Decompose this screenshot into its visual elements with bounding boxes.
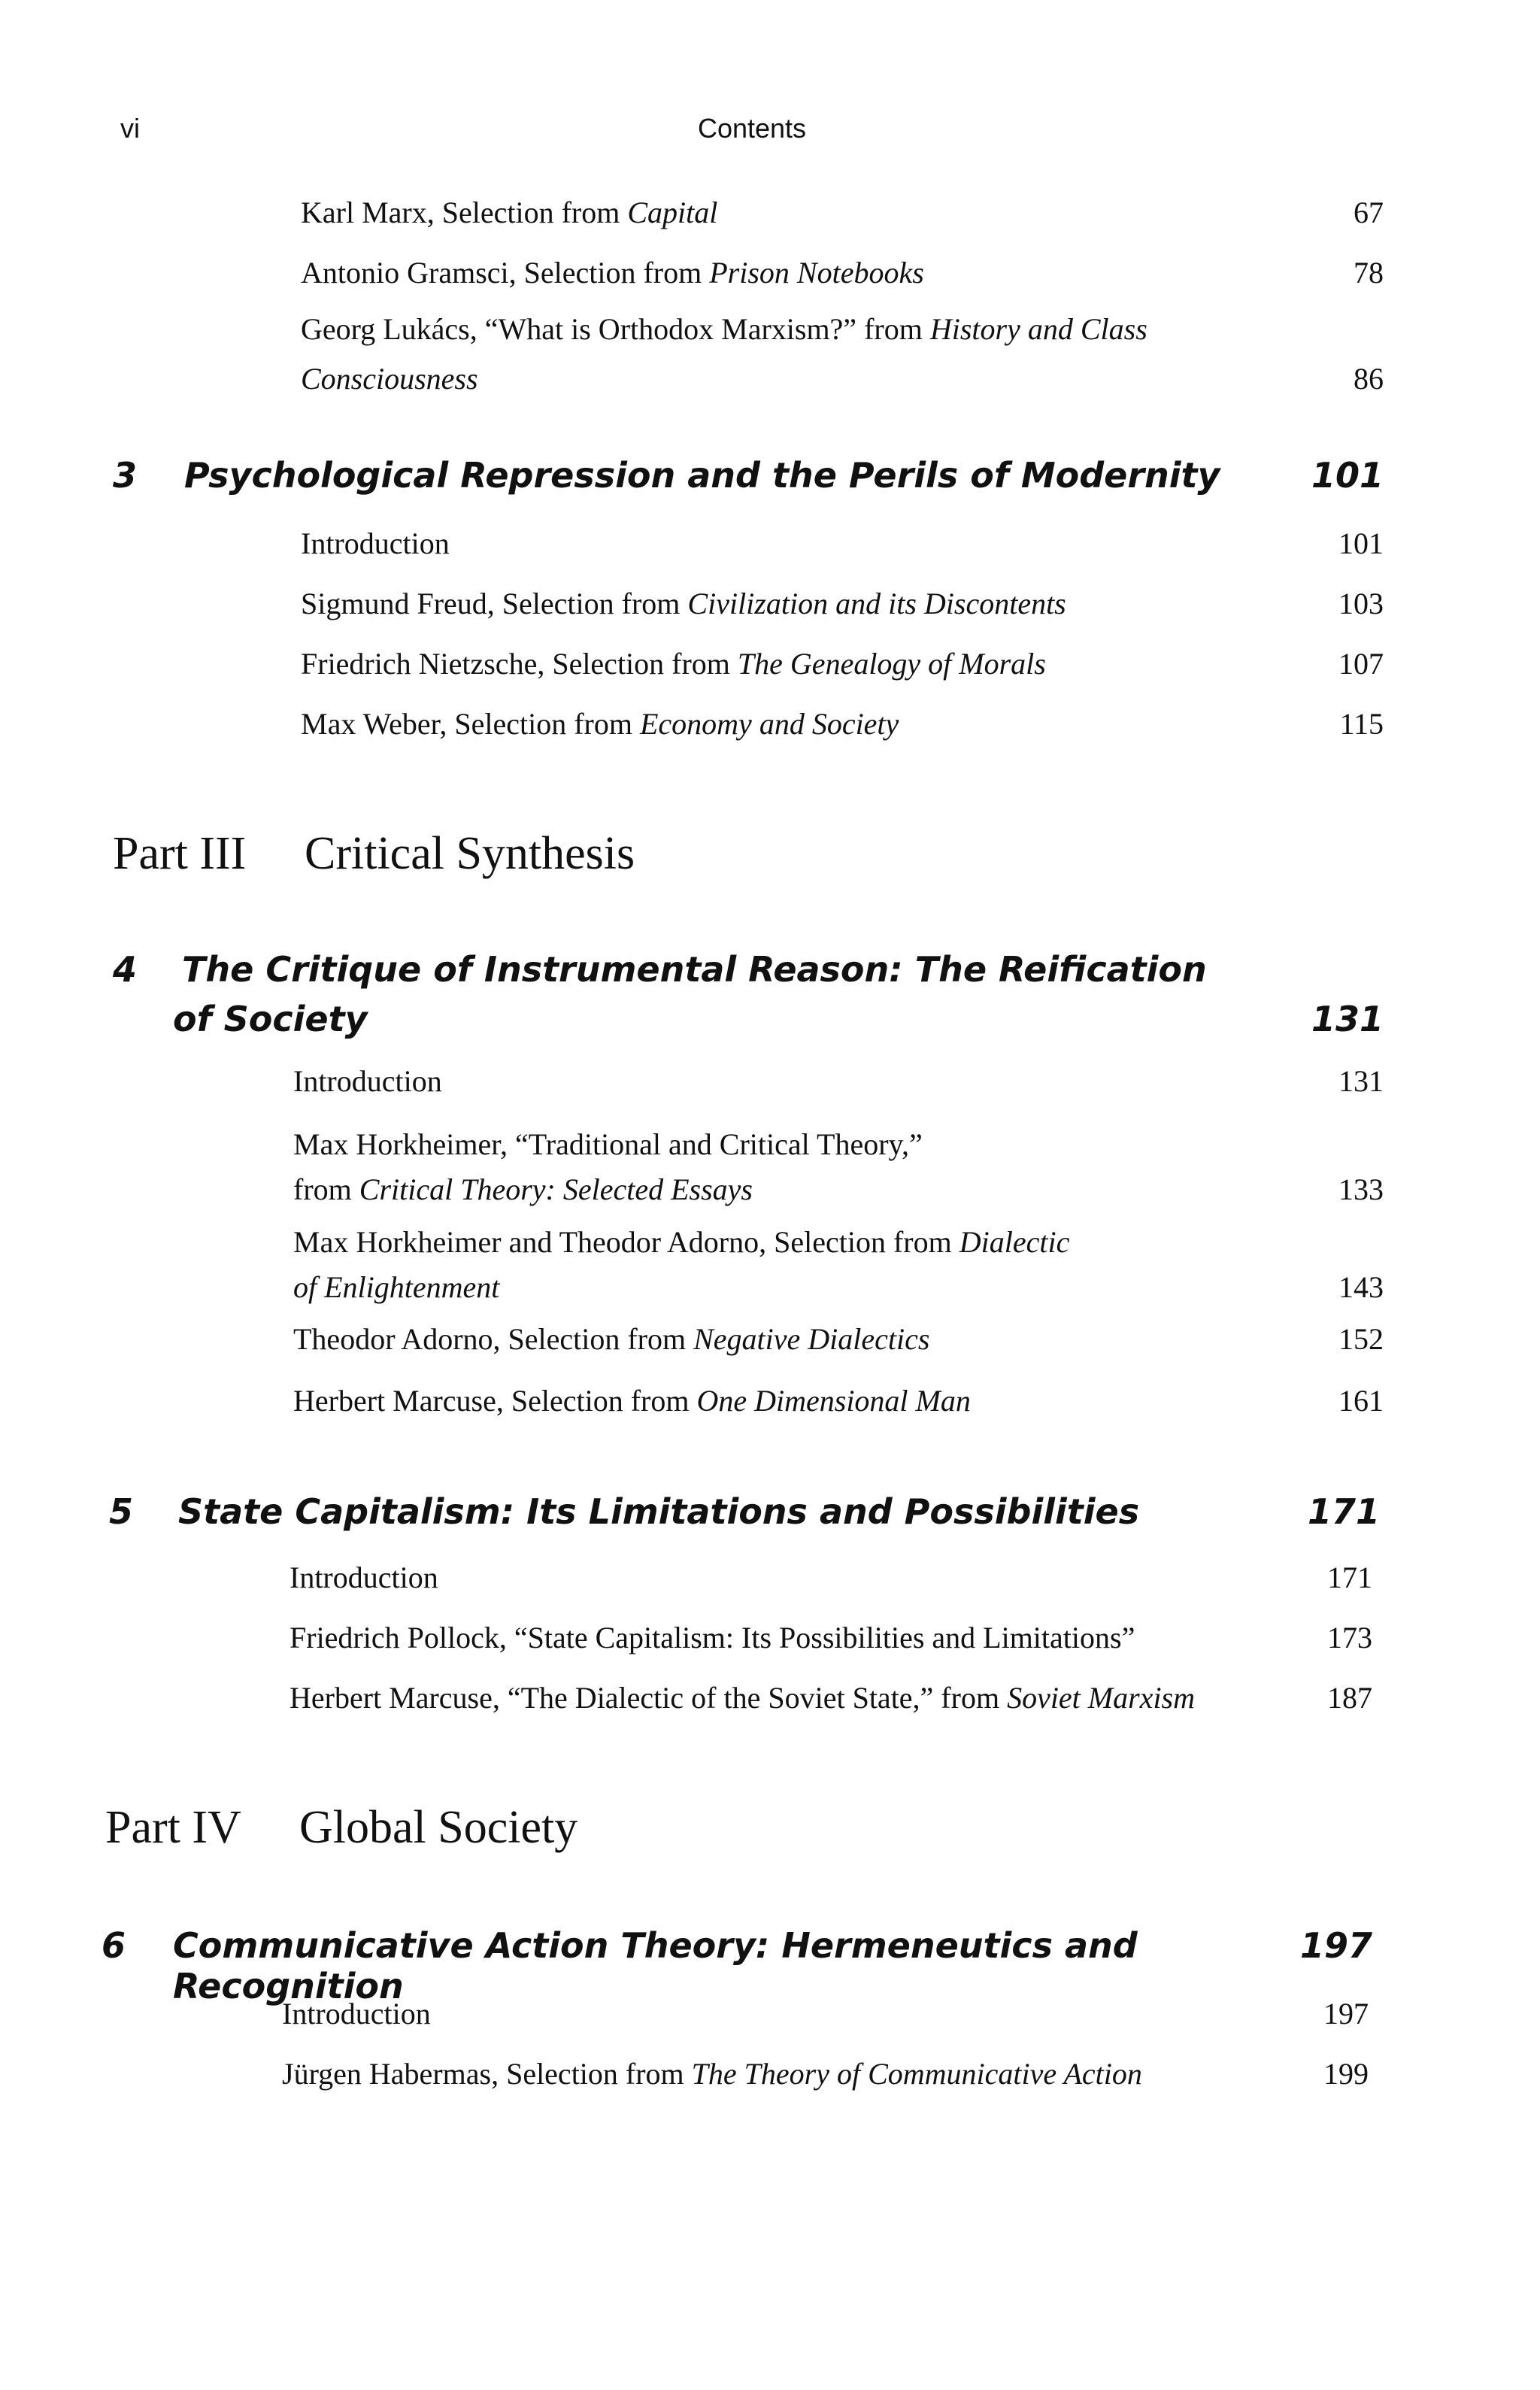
chapter-number: 5 <box>109 1491 134 1532</box>
entry-page: 78 <box>1354 256 1384 290</box>
entry-work: Civilization and its Discontents <box>687 587 1066 620</box>
toc-entry[interactable] <box>293 1057 1384 1106</box>
entry-page: 131 <box>1338 1064 1384 1098</box>
entry-page: 152 <box>1338 1322 1384 1356</box>
entry-work: The Genealogy of Morals <box>737 647 1046 681</box>
entry-author: Friedrich Pollock, “State Capitalism: Its Possibilities and Limitations” <box>290 1621 1135 1654</box>
part-title: Global Society <box>299 1802 578 1853</box>
entry-author: Georg Lukács, “What is Orthodox Marxism?” from <box>301 312 930 346</box>
entry-work: Soviet Marxism <box>1007 1681 1196 1715</box>
entry-author: Jürgen Habermas, Selection from <box>282 2057 692 2091</box>
entry-page: 187 <box>1327 1681 1372 1715</box>
entry-author: Introduction <box>290 1560 438 1594</box>
entry-author: Introduction <box>301 526 450 560</box>
toc-entry[interactable] <box>282 2049 1369 2099</box>
toc-entry[interactable] <box>293 1376 1384 1426</box>
toc-entry[interactable] <box>301 305 1384 404</box>
part-title: Critical Synthesis <box>305 828 635 879</box>
toc-entry[interactable] <box>301 639 1384 689</box>
toc-entry[interactable] <box>282 1989 1369 2039</box>
entry-page: 173 <box>1327 1621 1372 1654</box>
chapter-page: 101 <box>1311 455 1384 496</box>
toc-entry[interactable] <box>290 1613 1372 1663</box>
entry-work-continued: Consciousness <box>301 362 478 396</box>
entry-page: 197 <box>1323 1997 1369 2031</box>
entry-work: Capital <box>627 196 718 229</box>
entry-page: 86 <box>1354 362 1384 396</box>
chapter-heading[interactable] <box>109 1491 1380 1536</box>
entry-page: 115 <box>1339 707 1384 741</box>
chapter-heading[interactable] <box>113 455 1384 500</box>
part-heading <box>105 1801 1384 1861</box>
entry-work: Negative Dialectics <box>693 1322 930 1356</box>
entry-page: 103 <box>1338 587 1384 620</box>
entry-author: Theodor Adorno, Selection from <box>293 1322 694 1356</box>
toc-entry[interactable] <box>301 579 1384 629</box>
toc-entry[interactable] <box>293 1220 1384 1310</box>
entry-work: Economy and Society <box>639 707 899 741</box>
entry-author: Herbert Marcuse, “The Dialectic of the Soviet State,” from <box>290 1681 1008 1715</box>
chapter-number: 4 <box>113 949 138 990</box>
toc-entry[interactable] <box>293 1315 1384 1364</box>
entry-page: 133 <box>1338 1172 1384 1206</box>
entry-page: 101 <box>1338 526 1384 560</box>
chapter-title: Psychological Repression and the Perils of Modernity <box>184 455 1220 496</box>
entry-work: Dialectic <box>959 1225 1070 1259</box>
toc-entry[interactable] <box>290 1553 1372 1603</box>
entry-work: Critical Theory: Selected Essays <box>359 1172 753 1206</box>
chapter-title-continued: of Society <box>173 999 368 1039</box>
entry-author: Herbert Marcuse, Selection from <box>293 1384 697 1418</box>
toc-entry[interactable] <box>301 248 1384 298</box>
chapter-title: Communicative Action Theory: Hermeneutics and Recognition <box>173 1925 1138 2006</box>
entry-author: Antonio Gramsci, Selection from <box>301 256 710 290</box>
entry-page: 143 <box>1338 1270 1384 1304</box>
entry-author: Friedrich Nietzsche, Selection from <box>301 647 738 681</box>
toc-entry[interactable] <box>301 519 1384 569</box>
chapter-heading[interactable] <box>113 949 1384 1047</box>
toc-entry[interactable] <box>290 1673 1372 1723</box>
chapter-page: 171 <box>1307 1491 1380 1532</box>
page-number: vi <box>120 113 140 144</box>
entry-work: History and Class <box>929 312 1147 346</box>
chapter-title: State Capitalism: Its Limitations and Possibilities <box>178 1491 1140 1532</box>
entry-work: Prison Notebooks <box>709 256 924 290</box>
entry-author: Karl Marx, Selection from <box>301 196 628 229</box>
entry-page: 171 <box>1327 1560 1372 1594</box>
running-head: Contents <box>697 113 807 144</box>
entry-work: One Dimensional Man <box>696 1384 971 1418</box>
entry-work-continued: of Enlightenment <box>293 1270 500 1304</box>
part-label: Part IV <box>105 1802 241 1853</box>
chapter-heading[interactable] <box>102 1925 1372 2006</box>
entry-author: Max Horkheimer and Theodor Adorno, Selection from <box>293 1225 959 1259</box>
chapter-page: 197 <box>1299 1925 1372 1966</box>
part-label: Part III <box>113 828 247 879</box>
toc-entry[interactable] <box>293 1122 1384 1212</box>
chapter-number: 3 <box>113 455 138 496</box>
entry-prefix: from <box>293 1172 359 1206</box>
chapter-number: 6 <box>102 1925 126 1966</box>
chapter-page: 131 <box>1311 999 1384 1039</box>
entry-author: Max Weber, Selection from <box>301 707 640 741</box>
toc-entry[interactable] <box>301 188 1384 238</box>
entry-page: 161 <box>1338 1384 1384 1418</box>
entry-author: Sigmund Freud, Selection from <box>301 587 688 620</box>
entry-author: Introduction <box>282 1997 431 2031</box>
toc-entry[interactable] <box>301 699 1384 749</box>
part-heading <box>113 827 1391 887</box>
entry-author: Introduction <box>293 1064 442 1098</box>
entry-page: 67 <box>1354 196 1384 229</box>
entry-author: Max Horkheimer, “Traditional and Critical Theory,” <box>293 1127 923 1161</box>
chapter-title: The Critique of Instrumental Reason: The Reification <box>182 949 1207 990</box>
entry-page: 107 <box>1338 647 1384 681</box>
entry-work: The Theory of Communicative Action <box>691 2057 1142 2091</box>
entry-page: 199 <box>1323 2057 1369 2091</box>
